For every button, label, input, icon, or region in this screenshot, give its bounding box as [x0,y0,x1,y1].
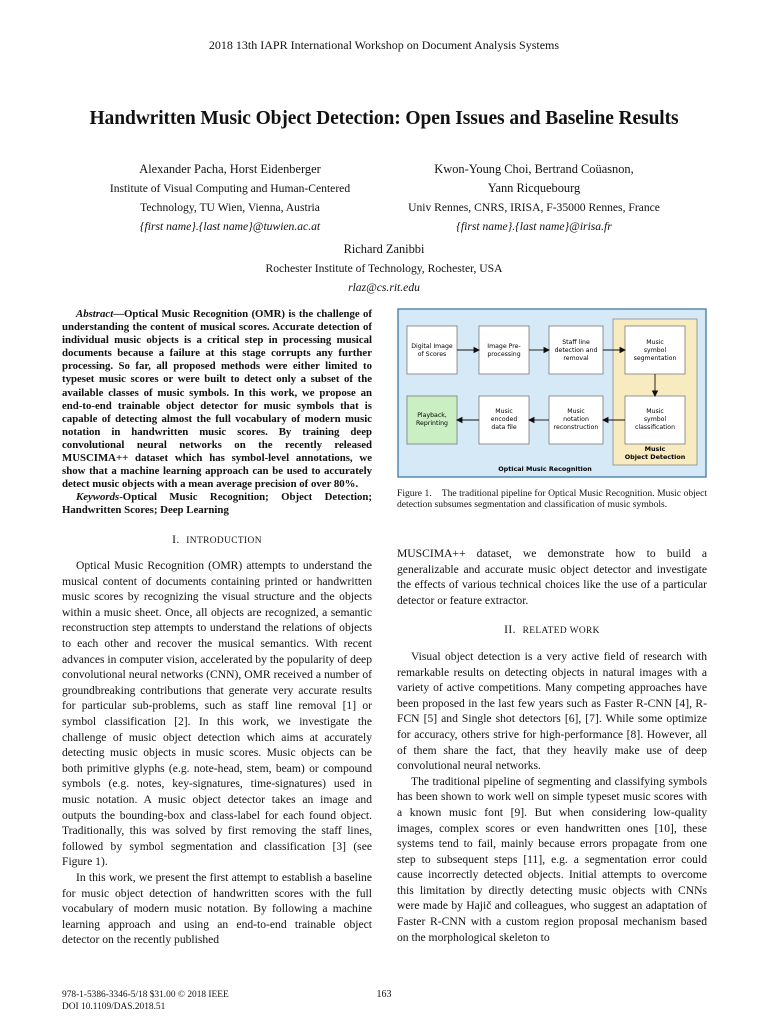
caption-label: Figure 1. [397,488,432,499]
author-affiliation: Technology, TU Wien, Vienna, Austria [140,201,320,214]
caption-text: The traditional pipeline for Optical Music Recognition. Music object detection subsumes segmentation and classification of music symbols. [397,488,707,511]
box-notation-reconstruction [549,396,603,444]
author-block-rit [214,240,554,297]
abstract-lead: Abstract [76,308,114,320]
box-label-line: segmentation [633,355,677,362]
keywords-lead: Keywords [76,491,120,504]
paper-title: Handwritten Music Object Detection: Open Issues and Baseline Results [89,108,679,129]
right-column [397,546,707,945]
left-column [62,308,372,948]
page-number: 163 [376,989,392,1000]
author-email: rlaz@cs.rit.edu [348,281,420,294]
paragraph: The traditional pipeline of segmenting and classifying symbols has been shown to work well on simple typeset music scores with a known music font [9]. But when considering low-quality images, complex scores or even handwritten ones [10], these systems tend to fail, mainly because errors propagate from one step to subsequent steps [11], e.g. a segmentation error could cause incorrectly detected objects. Initial attempts to overcome this limitation by directly detecting music objects with CNNs were made by Hajič and colleagues, who suggest an adaptation of Faster R-CNN with a custom region proposal mechanism based on the morphological skeleton to [397,774,707,944]
box-label-line: Music [646,339,664,346]
section-title: INTRODUCTION [186,535,262,546]
box-label-line: data file [491,424,517,431]
author-names: Richard Zanibbi [343,242,425,256]
author-block-tuwien [60,160,400,236]
pipeline-label: Optical Music Recognition [498,465,592,473]
keywords-text: -Optical Music Recognition; Object Detection; Handwritten Scores; Deep Learning [62,491,372,517]
isbn: 978-1-5386-3346-5/18 $31.00 © 2018 IEEE [62,990,229,1000]
abstract-text: —Optical Music Recognition (OMR) is the challenge of understanding the content of musical scores. Accurate detection of individual music objects is a critical step in processing musical documents because a failure at this stage corrupts any further processing. So far, all proposed methods were either limited to typeset music scores or were built to detect only a subset of the available classes of music symbols. In this work, we propose an end-to-end trainable object detector for music symbols that is capable of detecting almost the full vocabulary of modern music notation in handwritten music scores. By training deep convolutional neural networks on the recently released MUSCIMA++ dataset which has symbol-level annotations, we show that a machine learning approach can be used to accurately detect music objects with a mean average precision of over 80%. [62,308,372,491]
author-affiliation: Rochester Institute of Technology, Rochester, USA [265,262,503,275]
box-label-line: notation [563,416,589,423]
box-label-line: symbol [643,416,667,423]
conference-header: 2018 13th IAPR International Workshop on Document Analysis Systems [208,38,560,52]
box-label-line: Staff line [562,339,590,346]
detection-label: Music [644,445,666,453]
author-email: {first name}.{last name}@tuwien.ac.at [139,220,321,233]
box-label-line: Playback, [417,412,447,419]
box-symbol-classification [625,396,685,444]
doi: DOI 10.1109/DAS.2018.51 [62,1002,166,1012]
keywords [62,491,372,517]
figure-omr-pipeline [397,308,707,478]
box-symbol-segmentation [625,326,685,374]
abstract [62,308,372,491]
box-label-line: reconstruction [553,424,599,431]
box-preprocessing [479,326,529,374]
section-title: RELATED WORK [522,626,600,637]
box-label-line: classification [634,424,676,431]
box-label-line: of Scores [417,351,447,358]
box-label-line: encoded [490,416,518,423]
author-names: Kwon-Young Choi, Bertrand Coüasnon, [434,162,634,176]
section-heading-introduction [62,532,372,550]
section-number: I. [172,532,180,546]
detection-label: Object Detection [624,453,686,461]
author-names: Yann Ricquebourg [487,181,581,195]
paragraph: MUSCIMA++ dataset, we demonstrate how to build a generalizable and accurate music object detector and investigate the effects of various technical choices like the use of a particular detector or feature extractor. [397,547,707,607]
box-label-line: Music [567,408,585,415]
box-label-line: removal [563,355,589,362]
box-label-line: detection and [554,347,598,354]
box-label-line: Reprinting [416,420,448,427]
box-label-line: Image Pre- [487,343,521,350]
box-digital-image [407,326,457,374]
author-affiliation: Univ Rennes, CNRS, IRISA, F-35000 Rennes, France [408,201,660,214]
author-names: Alexander Pacha, Horst Eidenberger [139,162,321,176]
box-label-line: symbol [643,347,667,354]
box-encoded-data-file [479,396,529,444]
box-label-line: Music [646,408,664,415]
figure-caption [397,488,707,511]
box-label-line: Music [495,408,513,415]
box-staff-line-removal [549,326,603,374]
author-affiliation: Institute of Visual Computing and Human-Centered [109,182,351,195]
box-label-line: Digital Image [411,343,453,350]
paragraph: Visual object detection is a very active field of research with remarkable results on detecting objects in natural images with a variety of active competitions. Many competing approaches have been proposed in the last few years such as Faster R-CNN [4], R-FCN [5] and Single shot detectors [6], [7]. While some optimize for accuracy, others strive for high-performance [8]. However, all of them share the fact, that they heavily make use of deep convolutional neural networks. [397,649,707,773]
paragraph: In this work, we present the first attempt to establish a baseline for music object detection of handwritten scores with the full vocabulary of modern music notation. By following a machine learning approach and using an end-to-end trainable object detector on the recently published [62,870,372,947]
author-block-irisa [364,160,704,236]
pipeline-diagram [397,308,707,478]
paragraph: Optical Music Recognition (OMR) attempts to understand the musical content of documents containing printed or handwritten music scores by recognizing the visual structure and the objects within a music sheet. Once, all objects are recognized, a semantic reconstruction step attempts to understand the relations of objects to each other and recover the musical semantics. With recent advances in computer vision, accelerated by the popularity of deep convolutional neural networks (CNN), OMR received a number of groundbreaking contributions that generate very accurate results for particular sub-problems, such as staff line removal [1] or symbol classification [2]. In this work, we investigate the challenge of music object detection which aims at accurately detecting music objects in music scores. Music objects can be both primitive glyphs (e.g. note-head, stem, beam) or compound symbols (e.g. notes, key-signatures, time-signatures) used in music notation. A music object detector takes an image and outputs the bounding-box and class-label for each found object. Traditionally, this was solved by first removing the staff lines, followed by symbol segmentation and classification [3] (see Figure 1). [62,559,372,869]
section-number: II. [504,623,516,637]
box-playback-reprinting [407,396,457,444]
section-heading-related-work [397,622,707,640]
box-label-line: processing [487,351,521,358]
author-email: {first name}.{last name}@irisa.fr [456,220,612,233]
